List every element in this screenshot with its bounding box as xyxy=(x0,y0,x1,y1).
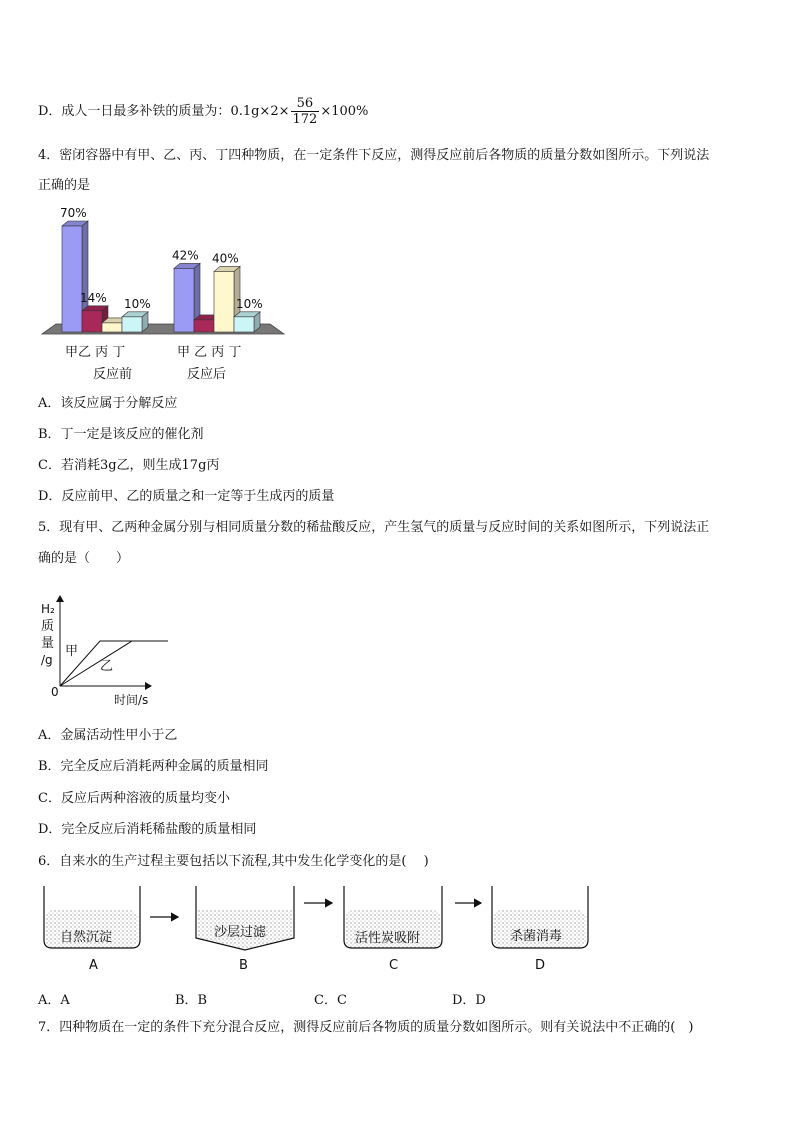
bar-label: 10% xyxy=(124,296,151,311)
q3-option-d xyxy=(38,96,368,127)
bars-group xyxy=(62,221,260,332)
group-label-before: 反应前 xyxy=(93,367,133,382)
bar-label: 10% xyxy=(236,296,263,311)
step-label-d: 杀菌消毒 xyxy=(510,929,563,944)
q6-option-d: D．D xyxy=(452,993,486,1008)
q5-stem-line2: 确的是（ ） xyxy=(38,551,130,566)
q3-option-d-expr-left: 0.1g×2× xyxy=(230,104,290,119)
y-label-zhi: 质 xyxy=(41,619,55,634)
q6-stem: 6．自来水的生产过程主要包括以下流程,其中发生化学变化的是( ) xyxy=(38,854,429,869)
q5-stem-line1: 5．现有甲、乙两种金属分别与相同质量分数的稀盐酸反应，产生氢气的质量与反应时间的关系如图所示，下列说法正 xyxy=(38,520,710,535)
step-label-a: 自然沉淀 xyxy=(60,930,113,945)
step-letter-c: C xyxy=(389,958,399,973)
q4-option-a: A．该反应属于分解反应 xyxy=(38,396,178,411)
fraction-numerator: 56 xyxy=(291,96,320,112)
y-label-h2: H₂ xyxy=(41,602,55,616)
step-letter-a: A xyxy=(89,958,98,973)
step-label-b: 沙层过滤 xyxy=(214,925,267,940)
q5-option-a: A．金属活动性甲小于乙 xyxy=(38,728,178,743)
bar-label: 42% xyxy=(172,248,199,263)
step-label-c: 活性炭吸附 xyxy=(355,931,421,946)
axis-labels-after: 甲 乙 丙 丁 xyxy=(177,345,242,360)
bar-丁-before xyxy=(122,312,148,332)
q3-option-d-expr-right: ×100% xyxy=(320,104,369,119)
q5-option-b: B．完全反应后消耗两种金属的质量相同 xyxy=(38,759,269,774)
step-letter-b: B xyxy=(239,958,248,973)
beaker-natural-settling xyxy=(44,886,140,973)
axis-labels-before: 甲乙 丙 丁 xyxy=(65,345,126,360)
bar-丁-after xyxy=(234,312,260,332)
q5-option-d: D．完全反应后消耗稀盐酸的质量相同 xyxy=(38,822,257,837)
fraction-denominator: 172 xyxy=(292,112,318,127)
filter-sand-layer xyxy=(196,886,294,973)
bar-label: 70% xyxy=(60,206,87,220)
series-label-jia: 甲 xyxy=(65,644,79,659)
q4-stem-line2: 正确的是 xyxy=(38,178,91,193)
q4-option-b: B．丁一定是该反应的催化剂 xyxy=(38,427,204,442)
q5-option-c: C．反应后两种溶液的质量均变小 xyxy=(38,791,230,806)
q4-option-c: C．若消耗3g乙，则生成17g丙 xyxy=(38,458,220,473)
q7-stem: 7．四种物质在一定的条件下充分混合反应，测得反应前后各物质的质量分数如图所示。则有关说法中不正确的( ) xyxy=(38,1020,694,1035)
step-letter-d: D xyxy=(535,958,546,973)
origin-label: 0 xyxy=(51,685,59,699)
y-label-liang: 量 xyxy=(41,636,55,651)
q6-option-c: C．C xyxy=(314,993,347,1008)
fraction xyxy=(291,96,320,127)
beaker-disinfection xyxy=(492,886,588,973)
q6-option-a: A．A xyxy=(38,993,70,1008)
bar-label: 14% xyxy=(80,290,107,305)
q3-option-d-prefix: D．成人一日最多补铁的质量为： xyxy=(38,104,231,119)
q5-line-graph xyxy=(38,592,168,712)
q4-stem-line1: 4．密闭容器中有甲、乙、丙、丁四种物质，在一定条件下反应，测得反应前后各物质的质量分数如图所示。下列说法 xyxy=(38,148,710,163)
group-label-after: 反应后 xyxy=(187,367,227,382)
q4-option-d: D．反应前甲、乙的质量之和一定等于生成丙的质量 xyxy=(38,489,335,504)
y-label-unit: /g xyxy=(41,653,53,667)
series-label-yi: 乙 xyxy=(100,659,114,674)
q6-option-b: B．B xyxy=(175,993,208,1008)
bar-label: 40% xyxy=(212,251,239,266)
q4-bar-chart xyxy=(38,200,298,390)
x-axis-label: 时间/s xyxy=(114,693,149,707)
q6-process-diagram xyxy=(38,882,598,977)
beaker-activated-carbon xyxy=(344,886,442,973)
